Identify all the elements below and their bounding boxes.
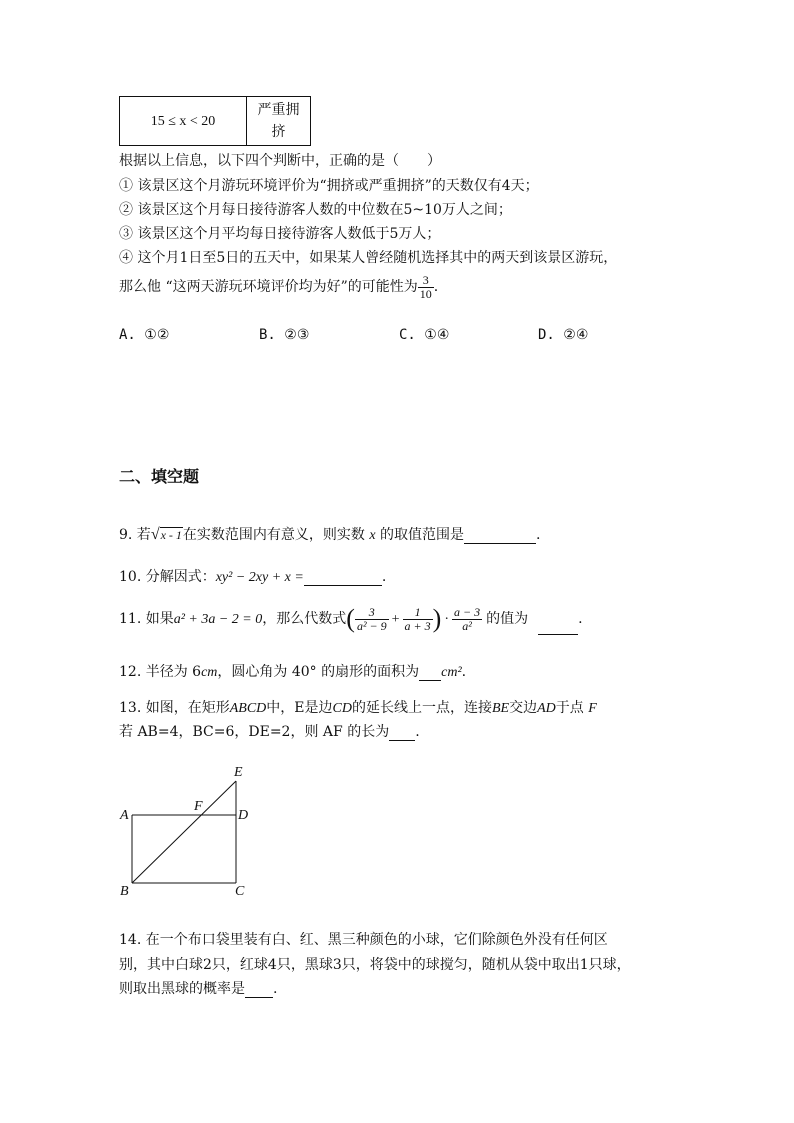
answer-blank-14[interactable] bbox=[245, 981, 273, 998]
q8-statement-4b: 那么他 “这两天游玩环境评价均为好”的可能性为 bbox=[119, 279, 418, 295]
q13-text: 中，E是边 bbox=[266, 700, 333, 716]
label-a: A bbox=[120, 808, 129, 823]
geometry-figure bbox=[110, 758, 260, 900]
q12-end: . bbox=[461, 664, 467, 680]
q13-side-cd: CD bbox=[332, 701, 352, 716]
question-13-line-2 bbox=[119, 721, 420, 741]
q13-given: 若 AB=4，BC=6，DE=2，则 AF 的长为 bbox=[119, 724, 390, 740]
fraction-numerator: 3 bbox=[422, 272, 429, 287]
question-9 bbox=[119, 524, 541, 544]
q8-statement-4: ④ 这个月1日至5日的五天中，如果某人曾经随机选择其中的两天到该景区游玩， bbox=[119, 250, 618, 266]
option-a[interactable]: A. ①② bbox=[119, 327, 170, 343]
label-b: B bbox=[120, 884, 129, 899]
q8-stem: 根据以上信息，以下四个判断中，正确的是（ ） bbox=[119, 153, 441, 169]
q13-rect-name: ABCD bbox=[229, 701, 267, 716]
answer-blank-11[interactable] bbox=[538, 604, 578, 635]
answer-blank-10[interactable] bbox=[304, 569, 382, 586]
dot-operator: · bbox=[444, 612, 449, 627]
option-c[interactable]: C. ①④ bbox=[399, 327, 450, 343]
q9-variable: x bbox=[369, 528, 376, 543]
level-line-1: 严重拥 bbox=[257, 102, 300, 118]
f1-numerator: 3 bbox=[368, 604, 375, 619]
label-f: F bbox=[194, 799, 203, 814]
label-c: C bbox=[235, 884, 245, 899]
q12-text: ，圆心角为 40° 的扇形的面积为 bbox=[217, 664, 420, 680]
f1-denominator: a² − 9 bbox=[356, 618, 387, 633]
answer-blank-9[interactable] bbox=[464, 527, 536, 544]
q9-text: 在实数范围内有意义，则实数 bbox=[182, 527, 370, 543]
q12-unit: cm bbox=[201, 665, 218, 680]
answer-blank-12[interactable] bbox=[419, 664, 441, 681]
q14-end: . bbox=[273, 981, 278, 997]
q13-end: . bbox=[415, 724, 420, 740]
q13-text-2: 的延长线上一点，连接 bbox=[351, 700, 492, 716]
q13-side-ad: AD bbox=[537, 701, 556, 716]
question-14-line-3 bbox=[119, 978, 277, 998]
fraction-2 bbox=[403, 606, 433, 633]
fraction-1 bbox=[355, 606, 389, 633]
q11-prefix: 11. 如果 bbox=[119, 611, 174, 627]
q12-unit-2: cm² bbox=[441, 665, 462, 680]
sentence-end: . bbox=[433, 279, 439, 295]
radical-sign: √ bbox=[150, 526, 160, 543]
q13-prefix: 13. 如图，在矩形 bbox=[119, 700, 230, 716]
question-12 bbox=[119, 661, 466, 681]
q11-text-2: 的值为 bbox=[486, 611, 529, 627]
answer-blank-13[interactable] bbox=[389, 724, 415, 741]
fraction-denominator: 10 bbox=[419, 286, 432, 301]
label-d: D bbox=[238, 808, 249, 823]
range-text: 15 ≤ x < 20 bbox=[150, 113, 216, 129]
right-paren: ) bbox=[432, 604, 442, 633]
question-11 bbox=[119, 604, 583, 635]
q11-condition: a² + 3a − 2 = 0 bbox=[173, 612, 263, 627]
q10-prefix: 10. 分解因式： bbox=[119, 569, 216, 585]
f2-denominator: a + 3 bbox=[404, 618, 431, 633]
table-row bbox=[120, 97, 311, 146]
fraction-3 bbox=[452, 606, 482, 633]
q8-statement-4-cont bbox=[119, 272, 438, 302]
range-cell bbox=[120, 97, 247, 146]
plus-sign: + bbox=[391, 612, 400, 627]
option-d[interactable]: D. ②④ bbox=[538, 327, 589, 343]
label-e: E bbox=[234, 765, 243, 780]
radicand: x - 1 bbox=[160, 528, 182, 542]
q11-text: ，那么代数式 bbox=[262, 611, 347, 627]
q9-end: . bbox=[536, 527, 541, 543]
f2-numerator: 1 bbox=[414, 604, 421, 619]
q8-statement-3: ③ 该景区这个月平均每日接待游客人数低于5万人； bbox=[119, 226, 441, 242]
question-13-line-1 bbox=[119, 697, 597, 717]
q8-statement-1: ① 该景区这个月游玩环境评价为“拥挤或严重拥挤”的天数仅有4天； bbox=[119, 178, 539, 194]
question-14-line-1: 14. 在一个布口袋里装有白、红、黑三种颜色的小球，它们除颜色外没有任何区 bbox=[119, 932, 608, 948]
level-line-2: 挤 bbox=[271, 124, 286, 140]
q11-end: . bbox=[578, 611, 583, 627]
q9-prefix: 9. 若 bbox=[119, 527, 151, 543]
f3-numerator: a − 3 bbox=[454, 604, 481, 619]
segment-be bbox=[132, 781, 236, 883]
option-b[interactable]: B. ②③ bbox=[259, 327, 310, 343]
q8-statement-2: ② 该景区这个月每日接待游客人数的中位数在5~10万人之间； bbox=[119, 202, 512, 218]
q14-text: 则取出黑球的概率是 bbox=[119, 981, 245, 997]
q10-expression: xy² − 2xy + x = bbox=[215, 570, 304, 585]
crowd-level-table bbox=[119, 96, 311, 146]
q13-text-3: 交边 bbox=[509, 700, 538, 716]
q13-text-4: 于点 bbox=[555, 700, 589, 716]
section-title: 二、填空题 bbox=[119, 467, 200, 486]
q13-point-f: F bbox=[588, 701, 597, 716]
q10-end: . bbox=[381, 569, 387, 585]
q9-text-2: 的取值范围是 bbox=[375, 527, 465, 543]
f3-denominator: a² bbox=[452, 619, 482, 633]
q12-prefix: 12. 半径为 6 bbox=[119, 664, 202, 680]
probability-fraction bbox=[418, 274, 434, 301]
level-cell bbox=[247, 97, 311, 146]
left-paren: ( bbox=[346, 604, 355, 633]
question-10 bbox=[119, 566, 386, 586]
question-14-line-2: 别，其中白球2只，红球4只，黑球3只，将袋中的球搅匀，随机从袋中取出1只球， bbox=[119, 957, 631, 973]
q13-segment-be: BE bbox=[491, 701, 510, 716]
